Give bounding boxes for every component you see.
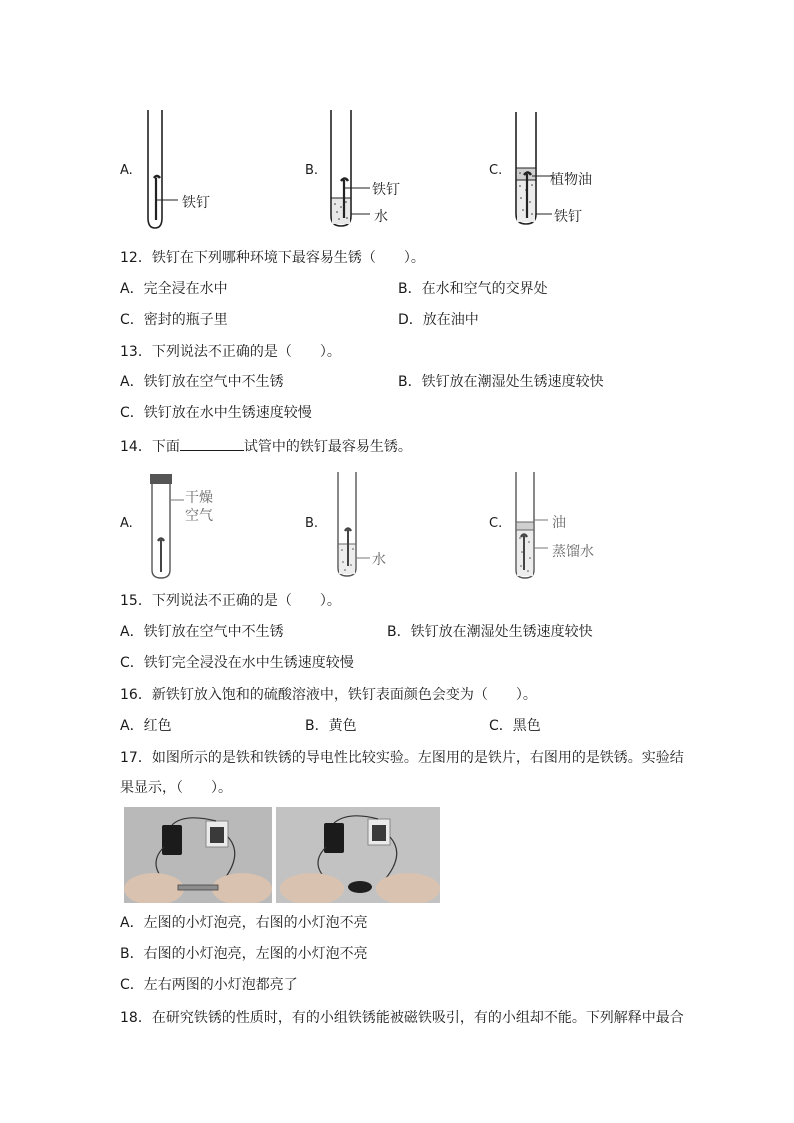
question-14-stem-prefix: 14．下面 [120,439,180,455]
question-12-option-d[interactable]: D．放在油中 [398,312,479,328]
q14-tube-a-label-air: 空气 [185,508,213,524]
q14-figure-b-letter: B. [305,516,319,531]
question-16-stem: 16．新铁钉放入饱和的硫酸溶液中，铁钉表面颜色会变为（ ）。 [120,687,537,703]
question-17-option-b[interactable]: B．右图的小灯泡亮，左图的小灯泡不亮 [120,946,368,962]
question-13-stem: 13．下列说法不正确的是（ ）。 [120,344,341,360]
question-13-option-c[interactable]: C．铁钉放在水中生锈速度较慢 [120,405,312,421]
question-18-stem-line-1: 18．在研究铁锈的性质时，有的小组铁锈能被磁铁吸引，有的小组却不能。下列解释中最合 [120,1010,684,1026]
tube-c-oil-label: 植物油 [550,172,592,188]
question-12-option-a[interactable]: A．完全浸在水中 [120,281,228,297]
question-14-answer-blank[interactable] [180,436,244,451]
tube-c-nail-label: 铁钉 [554,209,582,225]
tube-a-nail-label: 铁钉 [182,195,210,211]
question-15-stem: 15．下列说法不正确的是（ ）。 [120,593,341,609]
q14-tube-b-water-label: 水 [372,552,386,568]
question-15-option-a[interactable]: A．铁钉放在空气中不生锈 [120,624,284,640]
conductivity-photo-iron-sheet [124,807,272,903]
question-12-stem: 12．铁钉在下列哪种环境下最容易生锈（ ）。 [120,250,425,266]
question-17-stem-line-1: 17．如图所示的是铁和铁锈的导电性比较实验。左图用的是铁片，右图用的是铁锈。实验结 [120,750,684,766]
question-14-stem [120,436,412,456]
question-13-option-a[interactable]: A．铁钉放在空气中不生锈 [120,374,284,390]
figure-a-letter: A. [120,163,133,178]
test-tube-a [140,108,210,232]
question-16-option-a[interactable]: A．红色 [120,718,172,734]
conductivity-photo-rust [276,807,440,903]
q14-tube-c-oil-label: 油 [552,515,566,531]
q14-figure-a-letter: A. [120,516,133,531]
question-12-option-b[interactable]: B．在水和空气的交界处 [398,281,548,297]
tube-b-nail-label: 铁钉 [372,182,400,198]
question-15-option-c[interactable]: C．铁钉完全浸没在水中生锈速度较慢 [120,655,354,671]
figure-b-letter: B. [305,163,319,178]
figure-c-letter: C. [489,163,503,178]
q14-tube-c-water-label: 蒸馏水 [552,544,594,560]
question-12-option-c[interactable]: C．密封的瓶子里 [120,312,228,328]
q14-figure-c-letter: C. [489,516,503,531]
question-15-option-b[interactable]: B．铁钉放在潮湿处生锈速度较快 [387,624,593,640]
question-16-option-b[interactable]: B．黄色 [305,718,357,734]
tube-b-water-label: 水 [374,209,388,225]
q14-tube-a-label-dry: 干燥 [185,490,213,506]
question-17-option-a[interactable]: A．左图的小灯泡亮，右图的小灯泡不亮 [120,915,368,931]
question-17-option-c[interactable]: C．左右两图的小灯泡都亮了 [120,977,298,993]
question-17-stem-line-2: 果显示，（ ）。 [120,780,232,796]
question-16-option-c[interactable]: C．黑色 [489,718,541,734]
question-13-option-b[interactable]: B．铁钉放在潮湿处生锈速度较快 [398,374,604,390]
question-14-stem-suffix: 试管中的铁钉最容易生锈。 [243,439,412,455]
